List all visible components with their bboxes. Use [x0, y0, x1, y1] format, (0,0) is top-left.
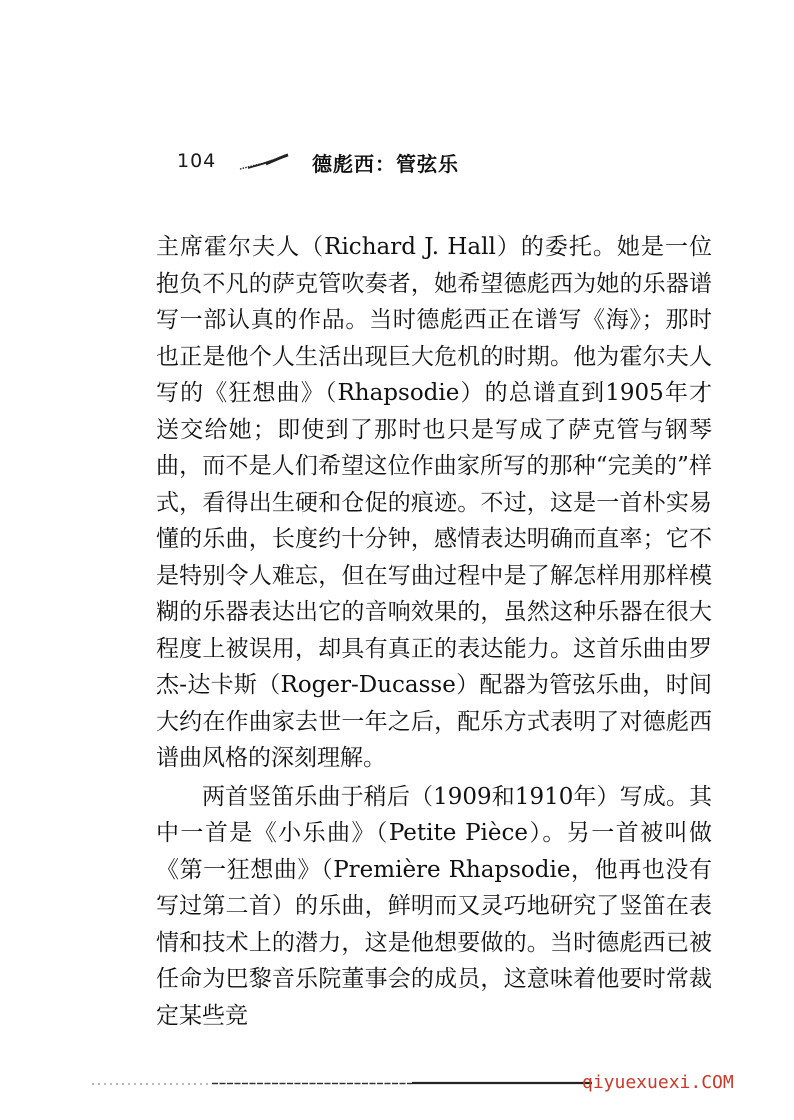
footer-scan-rule — [92, 1079, 592, 1087]
paragraph-2: 两首竖笛乐曲于稍后（1909和1910年）写成。其中一首是《小乐曲》（Petite Pièce）。另一首被叫做《第一狂想曲》（Première Rhapsodie，他再也没有写过第二首）的乐曲，鲜明而又灵巧地研究了竖笛在表情和技术上的潜力，这是他想要做的。当时德彪西已被任命为巴黎音乐院董事会的成员，这意味着他要时常裁定某些竞 — [156, 783, 712, 1029]
page-number: 104 — [177, 150, 217, 172]
paragraph-1: 主席霍尔夫人（Richard J. Hall）的委托。她是一位抱负不凡的萨克管吹奏者，她希望德彪西为她的乐器谱写一部认真的作品。当时德彪西正在谱写《海》；那时也正是他个人生活出现巨大危机的时期。他为霍尔夫人写的《狂想曲》（Rhapsodie）的总谱直到1905年才送交给她；即使到了那时也只是写成了萨克管与钢琴曲，而不是人们希望这位作曲家所写的那种“完美的”样式，看得出生硬和仓促的痕迹。不过，这是一首朴实易懂的乐曲，长度约十分钟，感情表达明确而直率；它不是特别令人难忘，但在写曲过程中是了解怎样用那样模糊的乐器表达出它的音响效果的，虽然这种乐器在很大程度上被误用，却具有真正的表达能力。这首乐曲由罗杰-达卡斯（Roger-Ducasse）配器为管弦乐曲，时间大约在作曲家去世一年之后，配乐方式表明了对德彪西谱曲风格的深刻理解。 — [156, 234, 712, 771]
header-flourish-ornament — [238, 152, 290, 172]
watermark: qiyuexuexi.COM — [582, 1072, 734, 1093]
body-text — [156, 229, 712, 1034]
running-head: 德彪西：管弦乐 — [312, 152, 459, 176]
